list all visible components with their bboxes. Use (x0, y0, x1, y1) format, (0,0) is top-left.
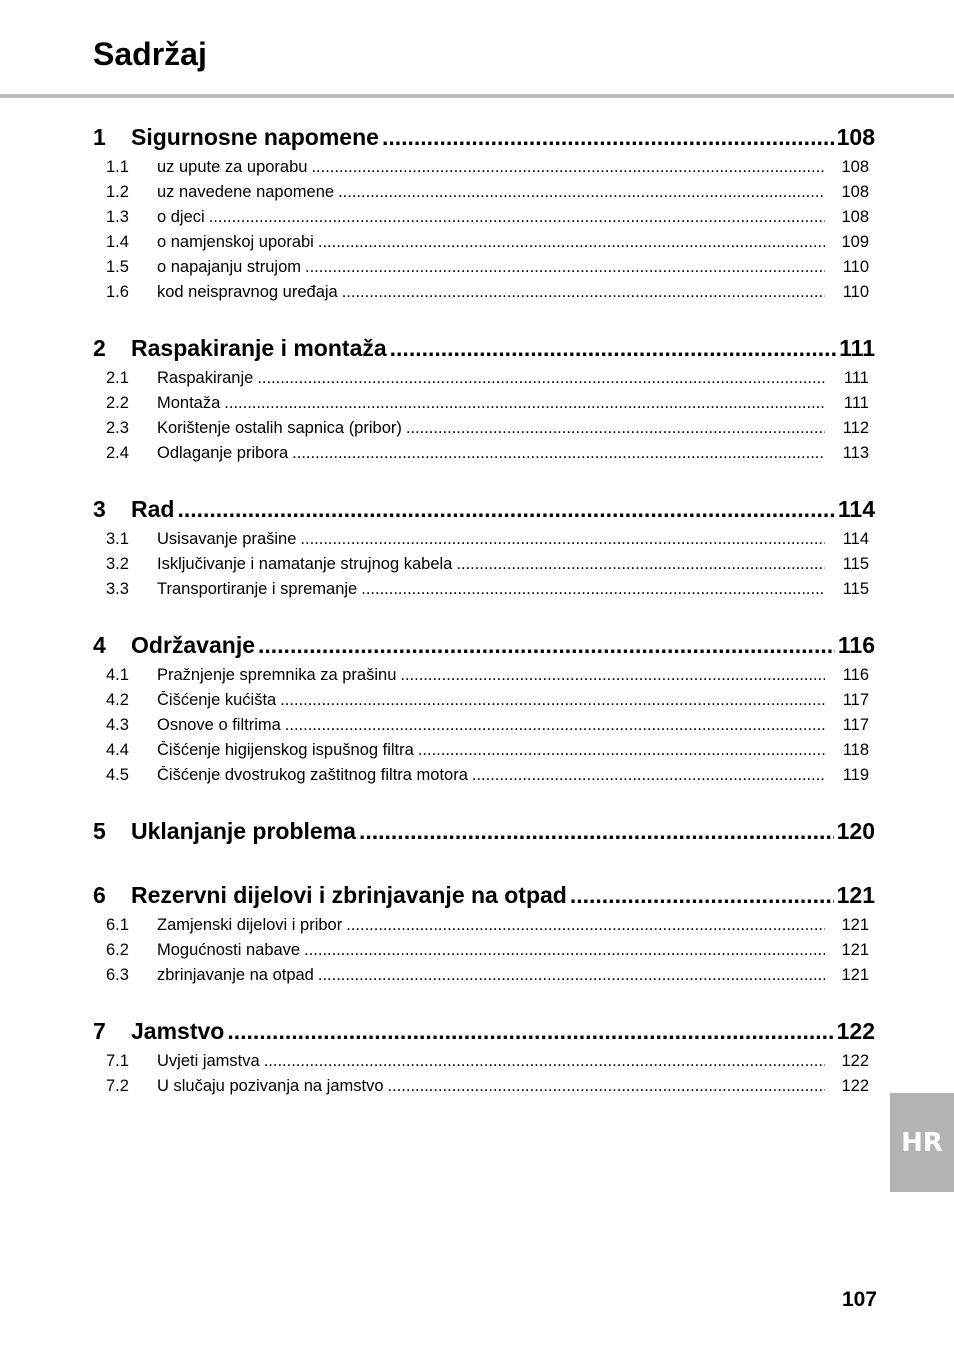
toc-subsection-entry[interactable] (93, 258, 875, 283)
subsection-page: 121 (841, 966, 869, 984)
dot-leader (305, 258, 825, 277)
toc-subsection-entry[interactable] (93, 941, 875, 966)
toc-subsection-entry[interactable] (93, 369, 875, 394)
subsection-title: zbrinjavanje na otpad (157, 966, 314, 984)
dot-leader (304, 941, 825, 960)
subsection-page: 110 (842, 283, 869, 301)
subsection-number: 7.1 (106, 1052, 129, 1070)
subsection-page: 115 (842, 555, 869, 573)
toc-chapter-entry[interactable] (93, 874, 875, 916)
subsection-number: 3.3 (106, 580, 129, 598)
toc-subsection-entry[interactable] (93, 916, 875, 941)
chapter-page: 121 (836, 881, 875, 908)
subsection-number: 4.2 (106, 691, 129, 709)
subsection-number: 4.4 (106, 741, 129, 759)
toc-section (93, 327, 875, 469)
subsection-title: o namjenskoj uporabi (157, 233, 314, 251)
subsection-page: 117 (842, 716, 869, 734)
subsection-number: 2.2 (106, 394, 129, 412)
toc-chapter-entry[interactable] (93, 1010, 875, 1052)
toc-chapter-entry[interactable] (93, 624, 875, 666)
subsection-number: 2.1 (106, 369, 129, 387)
subsection-page: 108 (841, 208, 869, 226)
subsection-number: 6.3 (106, 966, 129, 984)
subsection-number: 1.6 (106, 283, 129, 301)
toc-chapter-entry[interactable] (93, 810, 875, 852)
toc-section (93, 874, 875, 991)
subsection-title: Isključivanje i namatanje strujnog kabela (157, 555, 453, 573)
toc-subsection-entry[interactable] (93, 158, 875, 183)
subsection-title: Čišćenje kućišta (157, 691, 277, 709)
chapter-title: Rezervni dijelovi i zbrinjavanje na otpad (131, 881, 567, 908)
subsection-title: Korištenje ostalih sapnica (pribor) (157, 419, 402, 437)
subsection-number: 6.1 (106, 916, 129, 934)
subsection-number: 1.1 (106, 158, 129, 176)
title-divider (0, 94, 954, 98)
chapter-number: 6 (93, 881, 106, 908)
subsection-title: Odlaganje pribora (157, 444, 289, 462)
page-title: Sadržaj (93, 36, 207, 72)
subsection-title: Usisavanje prašine (157, 530, 297, 548)
dot-leader (342, 283, 825, 302)
subsection-number: 3.2 (106, 555, 129, 573)
toc-subsection-entry[interactable] (93, 555, 875, 580)
toc-subsection-entry[interactable] (93, 716, 875, 741)
subsection-title: Montaža (157, 394, 221, 412)
toc-subsection-entry[interactable] (93, 666, 875, 691)
toc-section (93, 488, 875, 605)
chapter-title: Raspakiranje i montaža (131, 334, 387, 361)
subsection-page: 116 (842, 666, 869, 684)
toc-subsection-entry[interactable] (93, 966, 875, 991)
subsection-page: 118 (842, 741, 869, 759)
dot-leader (346, 916, 825, 935)
subsection-title: o napajanju strujom (157, 258, 302, 276)
subsection-title: Osnove o filtrima (157, 716, 281, 734)
dot-leader (361, 580, 825, 599)
dot-leader (311, 158, 825, 177)
chapter-page: 116 (837, 631, 875, 658)
dot-leader (227, 1018, 833, 1045)
subsection-number: 1.5 (106, 258, 129, 276)
subsection-title: uz navedene napomene (157, 183, 335, 201)
subsection-number: 2.3 (106, 419, 129, 437)
subsection-title: kod neispravnog uređaja (157, 283, 338, 301)
toc-subsection-entry[interactable] (93, 283, 875, 308)
subsection-page: 122 (841, 1052, 869, 1070)
toc-section (93, 1010, 875, 1102)
dot-leader (224, 394, 825, 413)
dot-leader (338, 183, 825, 202)
subsection-page: 110 (842, 258, 869, 276)
subsection-title: Čišćenje dvostrukog zaštitnog filtra motora (157, 766, 468, 784)
subsection-title: o djeci (157, 208, 205, 226)
dot-leader (209, 208, 825, 227)
toc-chapter-entry[interactable] (93, 327, 875, 369)
subsection-page: 111 (843, 369, 869, 387)
toc-subsection-entry[interactable] (93, 419, 875, 444)
dot-leader (418, 741, 825, 760)
toc-section (93, 116, 875, 308)
subsection-number: 1.4 (106, 233, 129, 251)
toc-chapter-entry[interactable] (93, 488, 875, 530)
subsection-number: 4.5 (106, 766, 129, 784)
toc-subsection-entry[interactable] (93, 183, 875, 208)
dot-leader (456, 555, 825, 574)
subsection-page: 113 (842, 444, 869, 462)
subsection-page: 108 (841, 158, 869, 176)
chapter-title: Rad (131, 495, 175, 522)
toc-subsection-entry[interactable] (93, 1077, 875, 1102)
subsection-title: U slučaju pozivanja na jamstvo (157, 1077, 384, 1095)
chapter-number: 4 (93, 631, 106, 658)
table-of-contents (93, 116, 875, 1121)
dot-leader (388, 1077, 825, 1096)
chapter-number: 7 (93, 1017, 106, 1044)
language-tab: HR (890, 1093, 954, 1192)
chapter-page: 122 (836, 1017, 875, 1044)
chapter-page: 108 (836, 123, 875, 150)
subsection-title: Raspakiranje (157, 369, 254, 387)
toc-subsection-entry[interactable] (93, 766, 875, 791)
subsection-page: 121 (841, 941, 869, 959)
subsection-number: 4.3 (106, 716, 129, 734)
chapter-title: Sigurnosne napomene (131, 123, 379, 150)
subsection-page: 108 (841, 183, 869, 201)
subsection-number: 2.4 (106, 444, 129, 462)
dot-leader (570, 882, 834, 909)
subsection-title: Mogućnosti nabave (157, 941, 301, 959)
subsection-title: Uvjeti jamstva (157, 1052, 260, 1070)
subsection-page: 111 (843, 394, 869, 412)
subsection-page: 117 (842, 691, 869, 709)
subsection-number: 6.2 (106, 941, 129, 959)
dot-leader (285, 716, 825, 735)
toc-chapter-entry[interactable] (93, 116, 875, 158)
subsection-page: 122 (841, 1077, 869, 1095)
subsection-page: 114 (842, 530, 869, 548)
chapter-page: 114 (837, 495, 875, 522)
toc-subsection-entry[interactable] (93, 691, 875, 716)
subsection-title: Čišćenje higijenskog ispušnog filtra (157, 741, 414, 759)
dot-leader (258, 632, 835, 659)
chapter-number: 2 (93, 334, 106, 361)
chapter-number: 3 (93, 495, 106, 522)
toc-subsection-entry[interactable] (93, 208, 875, 233)
toc-section (93, 810, 875, 852)
dot-leader (264, 1052, 825, 1071)
dot-leader (318, 233, 825, 252)
subsection-number: 1.3 (106, 208, 129, 226)
subsection-title: Pražnjenje spremnika za prašinu (157, 666, 397, 684)
subsection-number: 3.1 (106, 530, 129, 548)
subsection-page: 112 (842, 419, 869, 437)
chapter-number: 1 (93, 123, 106, 150)
chapter-title: Jamstvo (131, 1017, 225, 1044)
toc-subsection-entry[interactable] (93, 1052, 875, 1077)
subsection-number: 7.2 (106, 1077, 129, 1095)
dot-leader (300, 530, 825, 549)
dot-leader (257, 369, 825, 388)
dot-leader (472, 766, 825, 785)
toc-section (93, 624, 875, 791)
subsection-title: uz upute za uporabu (157, 158, 308, 176)
dot-leader (390, 335, 837, 362)
toc-subsection-entry[interactable] (93, 580, 875, 605)
toc-subsection-entry[interactable] (93, 394, 875, 419)
chapter-title: Uklanjanje problema (131, 817, 356, 844)
page-number: 107 (841, 1288, 877, 1311)
toc-subsection-entry[interactable] (93, 444, 875, 469)
subsection-title: Transportiranje i spremanje (157, 580, 358, 598)
subsection-page: 115 (842, 580, 869, 598)
subsection-page: 121 (841, 916, 869, 934)
chapter-page: 111 (839, 334, 875, 361)
dot-leader (292, 444, 825, 463)
chapter-number: 5 (93, 817, 106, 844)
chapter-page: 120 (836, 817, 875, 844)
dot-leader (177, 496, 834, 523)
dot-leader (400, 666, 825, 685)
dot-leader (406, 419, 825, 438)
dot-leader (382, 124, 834, 151)
chapter-title: Održavanje (131, 631, 255, 658)
dot-leader (318, 966, 825, 985)
subsection-page: 109 (841, 233, 869, 251)
toc-subsection-entry[interactable] (93, 741, 875, 766)
dot-leader (359, 818, 834, 845)
subsection-title: Zamjenski dijelovi i pribor (157, 916, 343, 934)
toc-subsection-entry[interactable] (93, 233, 875, 258)
toc-subsection-entry[interactable] (93, 530, 875, 555)
dot-leader (280, 691, 825, 710)
subsection-number: 1.2 (106, 183, 129, 201)
subsection-number: 4.1 (106, 666, 129, 684)
subsection-page: 119 (842, 766, 869, 784)
